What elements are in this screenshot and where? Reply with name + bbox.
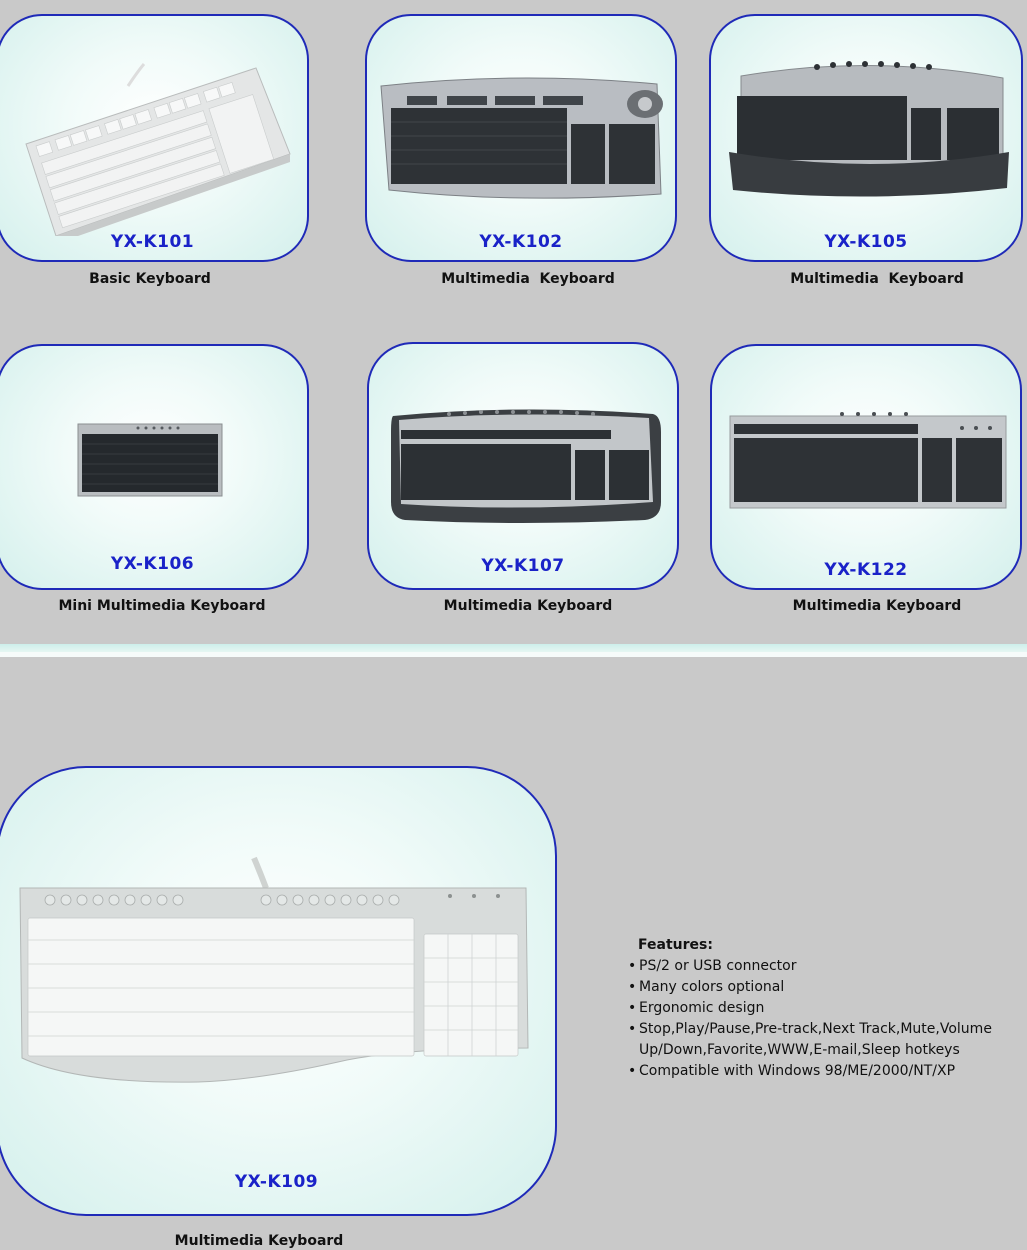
- feature-item: • Compatible with Windows 98/ME/2000/NT/XP: [628, 1063, 956, 1079]
- product-caption: Basic Keyboard: [89, 271, 211, 287]
- product-card-yx-k105: [709, 14, 1023, 262]
- section-divider: [0, 644, 1027, 660]
- features-title: Features:: [638, 937, 713, 953]
- model-label: YX-K101: [110, 232, 195, 252]
- model-label: YX-K107: [481, 556, 565, 576]
- product-caption: Multimedia Keyboard: [441, 271, 615, 287]
- model-label: YX-K106: [110, 554, 195, 574]
- product-caption: Multimedia Keyboard: [174, 1233, 344, 1249]
- product-card-yx-k102: [365, 14, 677, 262]
- product-caption: Multimedia Keyboard: [792, 598, 962, 614]
- model-label: YX-K122: [824, 560, 908, 580]
- feature-item: • Many colors optional: [628, 979, 785, 995]
- product-card-yx-k109: [0, 766, 557, 1216]
- keyboard-image-mini: [0, 416, 309, 506]
- model-label: YX-K109: [234, 1172, 319, 1192]
- product-caption: Multimedia Keyboard: [443, 598, 613, 614]
- product-caption: Mini Multimedia Keyboard: [58, 598, 266, 614]
- product-caption: Multimedia Keyboard: [790, 271, 964, 287]
- product-card-yx-k106: [0, 344, 309, 590]
- feature-item: • PS/2 or USB connector: [628, 958, 797, 974]
- keyboard-image-silver-palmrest: [711, 56, 1023, 216]
- feature-item: • Ergonomic design: [628, 1000, 765, 1016]
- keyboard-image-silver-black: [367, 66, 677, 226]
- features-list: [628, 935, 1018, 1082]
- product-card-yx-k101: [0, 14, 309, 262]
- model-label: YX-K105: [824, 232, 908, 252]
- product-card-yx-k122: [710, 344, 1022, 590]
- product-card-yx-k107: [367, 342, 679, 590]
- keyboard-image-large-white: [0, 848, 557, 1088]
- feature-item: • Stop,Play/Pause,Pre-track,Next Track,Mute,Volume Up/Down,Favorite,WWW,E-mail,Sleep hotkeys: [628, 1021, 992, 1058]
- keyboard-image-silver-flat: [712, 408, 1022, 518]
- keyboard-image-silver-rounded: [369, 402, 679, 532]
- model-label: YX-K102: [479, 232, 563, 252]
- keyboard-image-basic-white: [0, 36, 309, 236]
